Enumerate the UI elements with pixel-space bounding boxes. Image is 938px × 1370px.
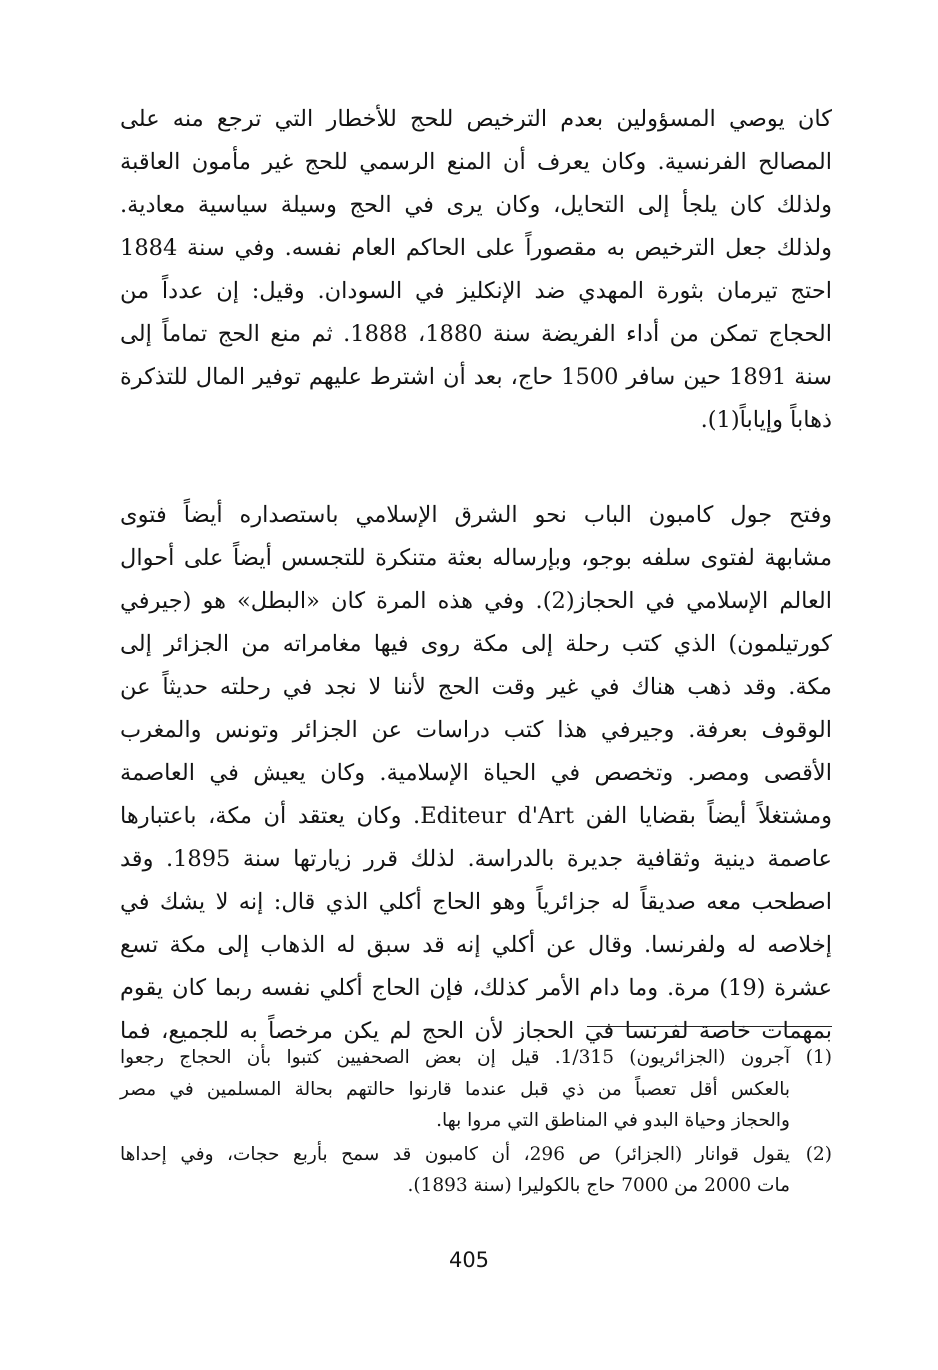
paragraph-1: [120, 98, 832, 442]
text-line: ومشتغلاً أيضاً بقضايا الفن Editeur d'Art. وكان يعتقد أن مكة، باعتبارها: [120, 803, 833, 829]
text-line: اصطحب معه صديقاً له جزائرياً وهو الحاج أكلي الذي قال: إنه لا يشك في: [120, 889, 832, 915]
text-line: عاصمة دينية وثقافية جديرة بالدراسة. لذلك قرر زيارتها سنة 1895. وقد: [120, 846, 832, 872]
paragraph-2: [120, 494, 832, 1053]
footnote-separator: [587, 1026, 832, 1027]
text-line: إخلاصه له ولفرنسا. وقال عن أكلي إنه قد سبق له الذهاب إلى مكة تسع: [120, 932, 832, 958]
footnote-line: يقول قوانار (الجزائر) ص 296، أن كامبون قد سمح بأربع حجات، وفي إحداها: [120, 1143, 790, 1165]
text-line: العالم الإسلامي في الحجاز(2). وفي هذه المرة كان «البطل» هو (جيرفي: [120, 588, 832, 614]
text-line: ولذلك كان يلجأ إلى التحايل، وكان يرى في الحج وسيلة سياسية معادية.: [120, 192, 832, 218]
text-line: الوقوف بعرفة. وجيرفي هذا كتب دراسات عن الجزائر وتونس والمغرب: [120, 717, 832, 743]
footnote-1: [120, 1042, 832, 1137]
text-line: سنة 1891 حين سافر 1500 حاج، بعد أن اشترط عليهم توفير المال للتذكرة: [120, 364, 833, 390]
footnote-number: (2): [805, 1143, 832, 1165]
text-line: عشرة (19) مرة. وما دام الأمر كذلك، فإن الحاج أكلي نفسه ربما كان يقوم: [120, 975, 832, 1001]
text-line: بمهمات خاصة لفرنسا في الحجاز لأن الحج لم يكن مرخصاً به للجميع، فما: [120, 1018, 832, 1044]
text-line: الحجاج تمكن من أداء الفريضة سنة 1880، 1888. ثم منع الحج تماماً إلى: [120, 321, 832, 347]
footnote-number: (1): [805, 1047, 832, 1068]
text-line: الأقصى ومصر. وتخصص في الحياة الإسلامية. وكان يعيش في العاصمة: [120, 760, 832, 786]
footnote-line: آجرون (الجزائريون) 1/315. قيل إن بعض الصحفيين كتبوا بأن الحجاج رجعوا: [120, 1047, 790, 1068]
footnote-line: مات 2000 من 7000 حاج بالكوليرا (سنة 1893).: [407, 1175, 790, 1196]
footnote-line: والحجاز وحياة البدو في المناطق التي مروا بها.: [436, 1110, 790, 1131]
text-line: احتج تيرمان بثورة المهدي ضد الإنكليز في السودان. وقيل: إن عدداً من: [120, 278, 832, 304]
text-line: مشابهة لفتوى سلفه بوجو، وبإرساله بعثة متنكرة للتجسس أيضاً على أحوال: [120, 545, 832, 571]
text-line: مكة. وقد ذهب هناك في غير وقت الحج لأننا لا نجد في رحلته حديثاً عن: [120, 674, 832, 700]
text-line: ذهاباً وإياباً(1).: [700, 407, 832, 433]
text-line: كان يوصي المسؤولين بعدم الترخيص للحج للأخطار التي ترجع منه على: [120, 106, 832, 132]
footnotes: [120, 1042, 832, 1204]
footnote-2: [120, 1139, 832, 1202]
text-line: وفتح جول كامبون الباب نحو الشرق الإسلامي باستصداره أيضاً فتوى: [120, 502, 832, 528]
page-number: 405: [448, 1248, 490, 1272]
text-line: المصالح الفرنسية. وكان يعرف أن المنع الرسمي للحج غير مأمون العاقبة: [120, 149, 833, 175]
page-body: [120, 98, 832, 1338]
text-line: ولذلك جعل الترخيص به مقصوراً على الحاكم العام نفسه. وفي سنة 1884: [120, 235, 832, 261]
footnote-line: بالعكس أقل تعصباً من ذي قبل عندما قارنوا حالتهم بحالة المسلمين في مصر: [120, 1078, 790, 1100]
text-line: كورتيلمون) الذي كتب رحلة إلى مكة روى فيها مغامراته من الجزائر إلى: [120, 631, 832, 657]
